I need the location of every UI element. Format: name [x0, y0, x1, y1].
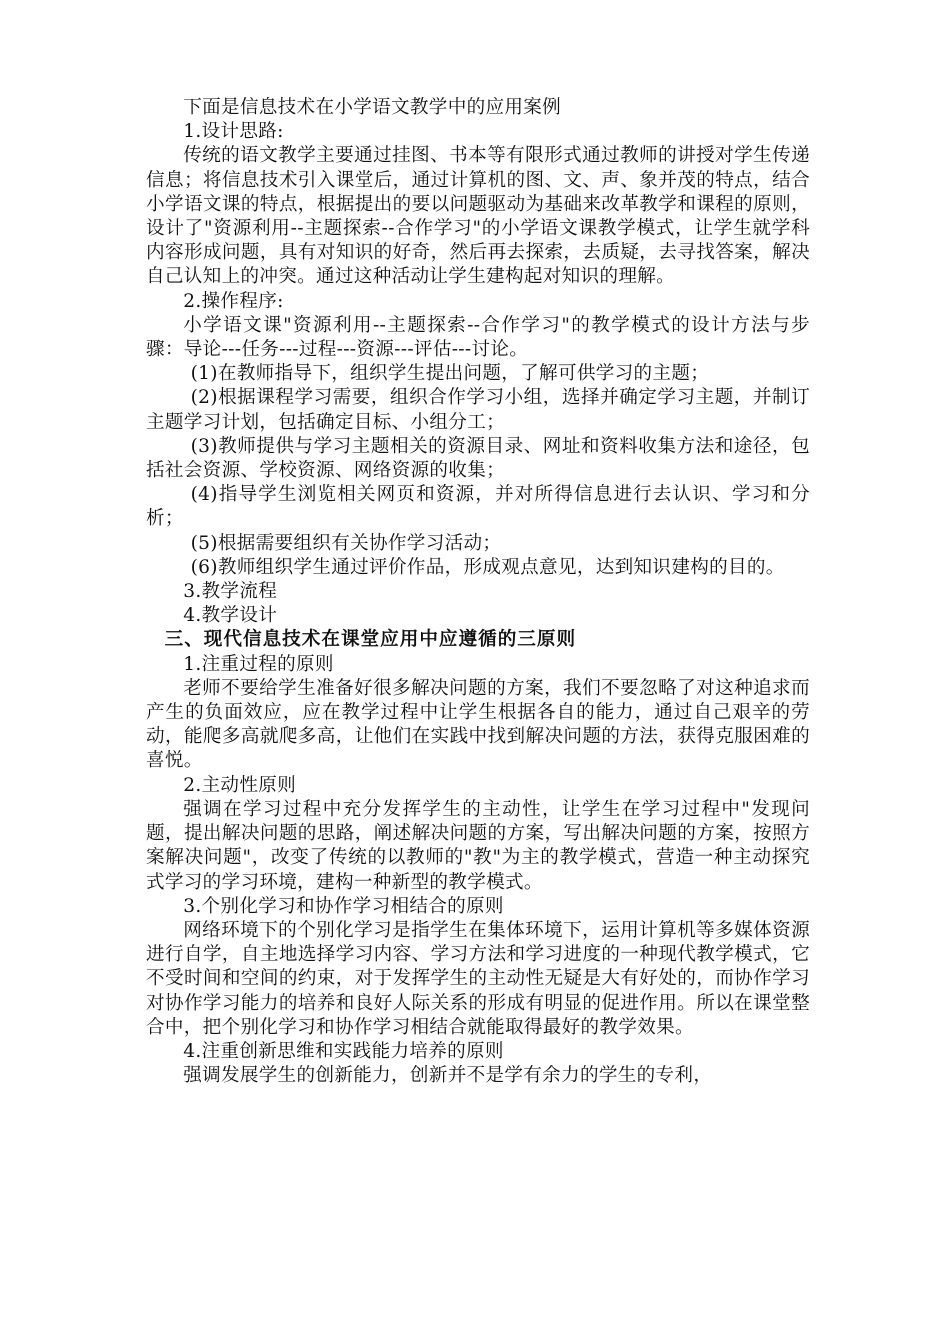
principle-4-title: 4.注重创新思维和实践能力培养的原则 [183, 1040, 504, 1062]
section-procedure-title: 2.操作程序: [183, 290, 284, 312]
principle-1-title: 1.注重过程的原则 [183, 653, 334, 675]
section-teaching-design-title: 4.教学设计 [183, 605, 278, 627]
design-idea-paragraph: 传统的语文教学主要通过挂图、书本等有限形式通过教师的讲授对学生传递信息；将信息技术引入课堂后，通过计算机的图、文、声、象并茂的特点，结合小学语文课的特点，根据提出的要以问题驱动为基础来改革教学和课程的原则，设计了"资源利用--主题探索--合作学习"的小学语文课教学模式，让学生就学科内容形成问题，具有对知识的好奇，然后再去探索，去质疑，去寻找答案，解决自己认知上的冲突。通过这种活动让学生建构起对知识的理解。 [146, 145, 810, 288]
intro-line: 下面是信息技术在小学语文教学中的应用案例 [183, 97, 562, 118]
principle-1-paragraph: 老师不要给学生准备好很多解决问题的方案，我们不要忽略了对这种追求而产生的负面效应，应在教学过程中让学生根据各自的能力，通过自己艰辛的劳动，能爬多高就爬多高，让他们在实践中找到解决问题的方法，获得克服困难的喜悦。 [146, 677, 810, 772]
principle-2-title: 2.主动性原则 [183, 774, 296, 796]
procedure-step-5: (5)根据需要组织有关协作学习活动； [190, 532, 502, 554]
principle-3-title: 3.个别化学习和协作学习相结合的原则 [183, 895, 504, 917]
principle-4-paragraph: 强调发展学生的创新能力，创新并不是学有余力的学生的专利， [183, 1065, 713, 1087]
procedure-paragraph: 小学语文课"资源利用--主题探索--合作学习"的教学模式的设计方法与步骤：导论---任务---过程---资源---评估---讨论。 [146, 314, 810, 361]
principle-3-paragraph: 网络环境下的个别化学习是指学生在集体环境下，运用计算机等多媒体资源进行自学，自主地选择学习内容、学习方法和学习进度的一种现代教学模式，它不受时间和空间的约束，对于发挥学生的主动性无疑是大有好处的，而协作学习对协作学习能力的培养和良好人际关系的形成有明显的促进作用。所以在课堂整合中，把个别化学习和协作学习相结合就能取得最好的教学效果。 [146, 919, 810, 1038]
document-page [146, 96, 810, 1088]
section-teaching-flow-title: 3.教学流程 [183, 581, 278, 603]
procedure-step-3: (3)教师提供与学习主题相关的资源目录、网址和资料收集方法和途径，包括社会资源、学校资源、网络资源的收集； [146, 435, 810, 482]
principle-2-paragraph: 强调在学习过程中充分发挥学生的主动性，让学生在学习过程中"发现问题，提出解决问题的思路，阐述解决问题的方案，写出解决问题的方案，按照方案解决问题"，改变了传统的以教师的"教"为主的教学模式，营造一种主动探究式学习的学习环境，建构一种新型的教学模式。 [146, 798, 810, 893]
procedure-step-1: (1)在教师指导下，组织学生提出问题，了解可供学习的主题； [190, 363, 710, 385]
chapter-three-heading: 三、现代信息技术在课堂应用中应遵循的三原则 [164, 629, 577, 651]
section-design-idea-title: 1.设计思路: [183, 121, 284, 143]
procedure-step-4: (4)指导学生浏览相关网页和资源，并对所得信息进行去认识、学习和分析； [146, 484, 810, 530]
procedure-step-6: (6)教师组织学生通过评价作品，形成观点意见，达到知识建构的目的。 [190, 556, 785, 578]
procedure-step-2: (2)根据课程学习需要，组织合作学习小组，选择并确定学习主题，并制订主题学习计划，包括确定目标、小组分工； [146, 387, 810, 433]
